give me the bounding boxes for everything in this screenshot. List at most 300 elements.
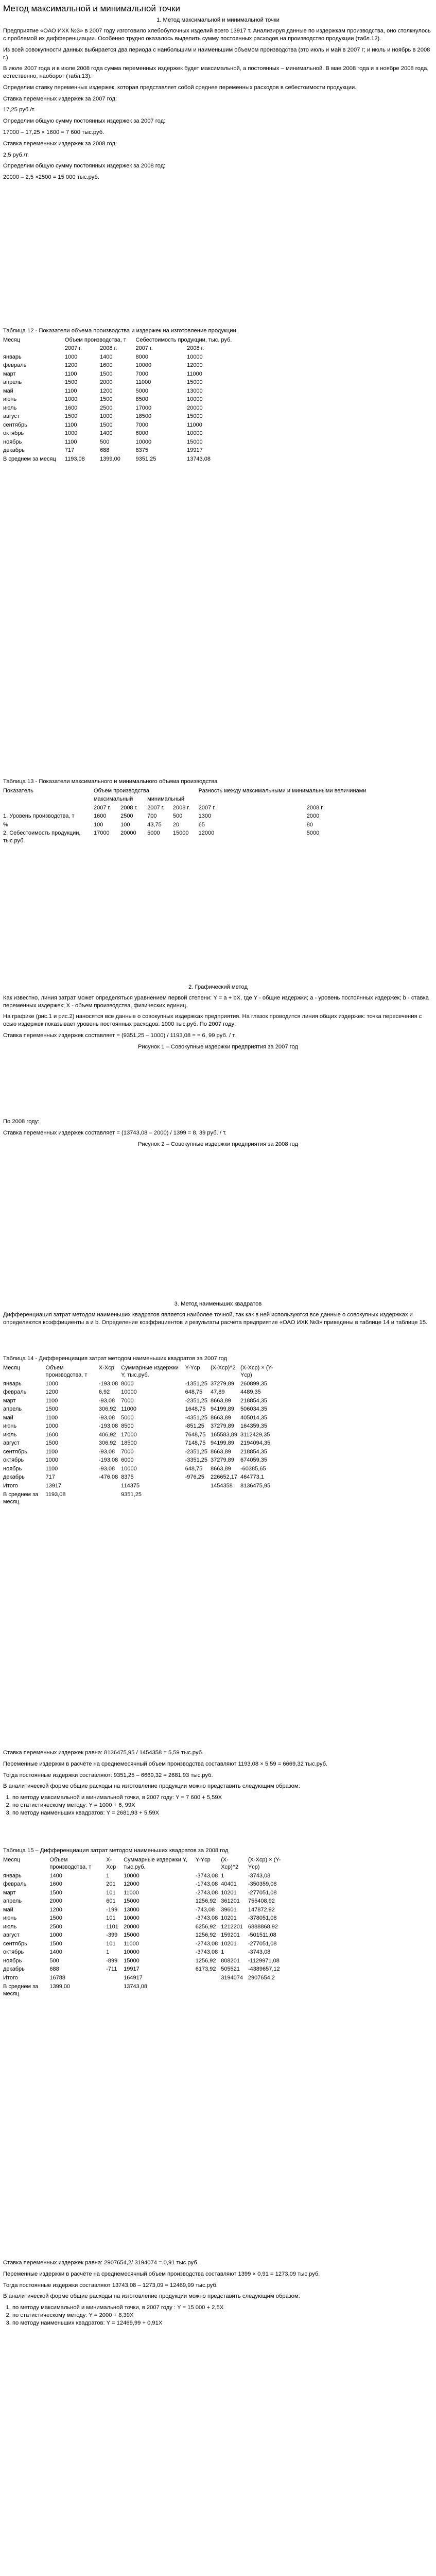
paragraph: Как известно, линия затрат может определяться уравнением первой степени: Y = a + bX, где Y - общие издержки; a - уровень постоянных издержек; b - ставка переменных издержек; X - объем производства, физических единиц. bbox=[3, 994, 429, 1009]
table-cell: 6256,92 bbox=[195, 1923, 216, 1930]
section-2-2008 bbox=[3, 1118, 433, 1150]
table-header-cell: максимальный bbox=[94, 796, 133, 803]
table-cell: 1100 bbox=[64, 387, 77, 394]
table-cell: 1000 bbox=[64, 353, 78, 360]
table-cell: 114375 bbox=[121, 1483, 140, 1489]
table-cell: 1000 bbox=[45, 1380, 59, 1387]
table-cell: 7648,75 bbox=[185, 1431, 206, 1438]
table-header-cell: 2008 г. bbox=[187, 345, 204, 352]
table-cell: 17000 bbox=[94, 830, 110, 837]
table-cell: 1399,00 bbox=[100, 456, 120, 462]
table-header-row bbox=[3, 1856, 291, 1872]
table-cell: 10000 bbox=[135, 362, 152, 369]
table-cell: 165583,89 bbox=[211, 1431, 238, 1438]
table-cell: -3743,08 bbox=[248, 1949, 271, 1956]
table-row bbox=[3, 1974, 291, 1983]
table-cell: 1500 bbox=[100, 370, 113, 377]
table-cell: 101 bbox=[106, 1940, 116, 1947]
table-cell: 1256,92 bbox=[195, 1898, 216, 1905]
table-cell: июнь bbox=[3, 1915, 17, 1922]
table-cell: -350359,08 bbox=[248, 1881, 277, 1888]
table-cell: 8375 bbox=[135, 447, 149, 454]
table-cell: 506034,35 bbox=[240, 1406, 268, 1413]
table-cell: 47,89 bbox=[211, 1389, 225, 1396]
table-cell: 1101 bbox=[106, 1923, 118, 1930]
table-cell: 5000 bbox=[147, 830, 160, 837]
table-cell: -60385,65 bbox=[240, 1465, 266, 1472]
table-cell: 1256,92 bbox=[195, 1957, 216, 1964]
table-header-cell: 2008 г. bbox=[120, 804, 138, 811]
table-cell: 1500 bbox=[49, 1889, 62, 1896]
table-cell bbox=[106, 1983, 124, 1999]
table-header-cell: Y-Yср bbox=[195, 1856, 211, 1863]
table-14-block bbox=[3, 1355, 433, 1507]
section-1-heading: 1. Метод максимальной и минимальной точки bbox=[156, 17, 280, 24]
table-cell: 1400 bbox=[49, 1949, 62, 1956]
table-row bbox=[3, 1422, 281, 1431]
table-12-caption: Таблица 12 - Показатели объема производства и издержек на изготовление продукции bbox=[3, 328, 236, 334]
table-header-cell: (X-Xср)^2 bbox=[221, 1856, 239, 1871]
table-cell: 13743,08 bbox=[187, 456, 211, 462]
table-cell: 405014,35 bbox=[240, 1414, 268, 1421]
table-cell: -501511,08 bbox=[248, 1932, 276, 1939]
table-cell: -4351,25 bbox=[185, 1414, 208, 1421]
table-cell: -193,08 bbox=[98, 1457, 118, 1464]
table-row bbox=[3, 1957, 291, 1966]
formula-line: Ставка переменных издержек составляет = (13743,08 – 2000) / 1399 = 8, 39 руб. / т. bbox=[3, 1129, 227, 1136]
table-row bbox=[3, 1491, 281, 1507]
table-cell: 1 bbox=[106, 1872, 110, 1879]
table-15 bbox=[3, 1856, 291, 1999]
table-cell: апрель bbox=[3, 1898, 22, 1905]
paragraph: Предприятие «ОАО ИХК №3» в 2007 году изготовило хлебобулочных изделий всего 13917 т. Анализируя данные по издержкам производства, оно столкнулось с проблемой их дифференциации. Особенно трудно оказалось выделить сумму постоянных расходов на производство продукции (табл.12). bbox=[3, 28, 431, 42]
table-cell: 164359,35 bbox=[240, 1423, 268, 1430]
table-cell: 6000 bbox=[121, 1457, 134, 1464]
table-cell: 1000 bbox=[45, 1457, 59, 1464]
table-cell: январь bbox=[3, 353, 22, 360]
table-cell bbox=[99, 1482, 121, 1491]
table-14 bbox=[3, 1364, 281, 1507]
table-row bbox=[3, 1397, 281, 1406]
table-cell bbox=[221, 1983, 248, 1999]
table-cell: 500 bbox=[49, 1957, 59, 1964]
section-1 bbox=[3, 0, 433, 185]
table-row bbox=[3, 1906, 291, 1915]
table-cell: 17000 bbox=[135, 404, 152, 411]
table-cell: 1400 bbox=[49, 1872, 62, 1879]
paragraph: Из всей совокупности данных выбирается два периода с наибольшим и наименьшим объемом производства (это июль и май в 2007 г; и июль и ноябрь в 2008 г.) bbox=[3, 46, 430, 61]
table-cell: % bbox=[3, 821, 8, 828]
table-cell: 218854,35 bbox=[240, 1397, 268, 1404]
table-cell: -93,08 bbox=[98, 1397, 115, 1404]
table-cell: февраль bbox=[3, 362, 27, 369]
table-cell: апрель bbox=[3, 1406, 22, 1413]
table-cell: 8375 bbox=[121, 1474, 134, 1481]
table-header-cell: 2007 г. bbox=[64, 345, 82, 352]
table-cell: 1500 bbox=[49, 1915, 62, 1922]
table-cell: 1500 bbox=[100, 421, 113, 428]
paragraph: В аналитической форме общие расходы на изготовление продукции можно представить следующим образом: bbox=[3, 1783, 300, 1790]
table-cell: 5000 bbox=[121, 1414, 134, 1421]
table-13-caption: Таблица 13 - Показатели максимального и минимального объема производства bbox=[3, 778, 218, 785]
table-cell: 1193,08 bbox=[45, 1491, 66, 1498]
table-row bbox=[3, 1923, 291, 1932]
table-row bbox=[3, 1880, 291, 1889]
table-cell: 406,92 bbox=[98, 1431, 116, 1438]
paragraph: Ставка переменных издержек равна: 2907654,2/ 3194074 = 0,91 тыс.руб. bbox=[3, 2260, 199, 2266]
list-item: 2. по статистическому методу: Y = 2000 + 8,39X bbox=[12, 2312, 433, 2319]
table-cell bbox=[196, 1983, 221, 1999]
table-cell: 1454358 bbox=[211, 1483, 233, 1489]
table-cell: 37279,89 bbox=[211, 1423, 234, 1430]
table-header-cell: Объем производства, т bbox=[45, 1364, 88, 1379]
table-cell: -93,08 bbox=[98, 1448, 115, 1455]
table-cell: -976,25 bbox=[185, 1474, 204, 1481]
table-15-block bbox=[3, 1847, 433, 1999]
table-cell: -899 bbox=[106, 1957, 118, 1964]
table-cell: 18500 bbox=[121, 1440, 137, 1447]
table-cell: 10000 bbox=[135, 438, 152, 445]
table-cell: 1100 bbox=[64, 421, 77, 428]
table-cell: 6173,92 bbox=[195, 1966, 216, 1973]
table-row bbox=[3, 829, 415, 845]
table-row bbox=[3, 1465, 281, 1474]
table-cell: 1100 bbox=[45, 1397, 58, 1404]
table-row bbox=[3, 413, 245, 421]
table-cell: 260899,35 bbox=[240, 1380, 268, 1387]
table-cell: -3743,08 bbox=[195, 1949, 218, 1956]
table-cell: август bbox=[3, 413, 20, 420]
table-cell: 1100 bbox=[45, 1465, 58, 1472]
table-cell: 15000 bbox=[172, 830, 189, 837]
table-cell: сентябрь bbox=[3, 1940, 27, 1947]
table-cell: 1 bbox=[106, 1949, 110, 1956]
table-cell: декабрь bbox=[3, 1474, 25, 1481]
table-cell: июль bbox=[3, 1923, 17, 1930]
table-row bbox=[3, 353, 245, 362]
figure-2-caption: Рисунок 2 – Совокупные издержки предприятия за 2008 год bbox=[137, 1141, 299, 1147]
table-cell: 6,92 bbox=[98, 1389, 110, 1396]
table-cell: 39601 bbox=[221, 1906, 237, 1913]
table-cell: октябрь bbox=[3, 430, 24, 437]
table-cell: 2500 bbox=[49, 1923, 62, 1930]
table-cell: 164917 bbox=[124, 1975, 143, 1981]
paragraph: Тогда постоянные издержки составляют 13743,08 – 1273,09 = 12469,99 тыс.руб. bbox=[3, 2282, 218, 2289]
table-cell: 8000 bbox=[121, 1380, 134, 1387]
table-header-cell: Месяц bbox=[3, 1856, 21, 1863]
table-header-cell: Y-Yср bbox=[185, 1364, 200, 1371]
table-cell: 3194074 bbox=[221, 1975, 243, 1981]
table-cell: 1212201 bbox=[221, 1923, 243, 1930]
table-header-cell bbox=[3, 795, 94, 804]
table-cell: 15000 bbox=[187, 438, 203, 445]
table-cell bbox=[196, 1974, 221, 1983]
table-cell: 1000 bbox=[45, 1423, 59, 1430]
table-cell: май bbox=[3, 1906, 13, 1913]
table-cell: сентябрь bbox=[3, 1448, 27, 1455]
table-cell: 147872,92 bbox=[248, 1906, 275, 1913]
paragraph: На графике (рис.1 и рис.2) наносятся все данные о совокупных издержках предприятия. На глазок проводится линия общих издержек: точка пересечения с осью издержек показывает уровень постоянных расходов: 1000 тыс.руб. По 2007 году: bbox=[3, 1013, 422, 1028]
table-header-cell: Объем производства, т bbox=[49, 1856, 92, 1871]
table-row bbox=[3, 1931, 291, 1940]
table-cell: -2351,25 bbox=[185, 1448, 208, 1455]
table-cell: 7000 bbox=[121, 1397, 134, 1404]
table-header-cell: (X-Xср)^2 bbox=[211, 1364, 236, 1371]
table-cell: 688 bbox=[100, 447, 110, 454]
formula-line: 20000 – 2,5 ×2500 = 15 000 тыс.руб. bbox=[3, 174, 99, 181]
table-cell bbox=[211, 1491, 240, 1507]
table-cell: 10201 bbox=[221, 1940, 237, 1947]
formula-line: Ставка переменных издержек составляет = (9351,25 – 1000) / 1193,08 = = 6, 99 руб. / т. bbox=[3, 1032, 236, 1039]
table-header-cell: (X-Xср) × (Y-Yср) bbox=[240, 1364, 273, 1379]
table-cell: 100 bbox=[94, 821, 103, 828]
table-cell: ноябрь bbox=[3, 1465, 22, 1472]
table-header-cell: минимальный bbox=[147, 796, 185, 803]
table-cell: В среднем за месяц bbox=[3, 1491, 39, 1505]
table-12 bbox=[3, 336, 245, 464]
table-cell: 1200 bbox=[64, 362, 78, 369]
table-cell: 11000 bbox=[121, 1406, 136, 1413]
table-cell: февраль bbox=[3, 1881, 27, 1888]
table-cell: 1648,75 bbox=[185, 1406, 206, 1413]
table-header-cell: Разность между максимальными и минимальными величинами bbox=[198, 787, 367, 794]
table-row bbox=[3, 1414, 281, 1423]
table-row bbox=[3, 379, 245, 387]
table-cell: -193,08 bbox=[98, 1380, 118, 1387]
table-cell: 808201 bbox=[221, 1957, 240, 1964]
table-cell: 7000 bbox=[135, 421, 149, 428]
table-header-cell: Себестоимость продукции, тыс. руб. bbox=[135, 336, 232, 343]
table-cell: 80 bbox=[306, 821, 313, 828]
table-header-cell: 2008 г. bbox=[100, 345, 117, 352]
table-cell: 8663,89 bbox=[211, 1414, 231, 1421]
table-cell: 19917 bbox=[124, 1966, 139, 1973]
table-cell: 15000 bbox=[124, 1898, 139, 1905]
table-cell: 20000 bbox=[124, 1923, 139, 1930]
table-header-cell: 2008 г. bbox=[172, 804, 190, 811]
table-row bbox=[3, 1405, 281, 1414]
table-cell: 13000 bbox=[124, 1906, 139, 1913]
table-cell: -3743,08 bbox=[195, 1915, 218, 1922]
table-cell: 2194094,35 bbox=[240, 1440, 271, 1447]
table-row bbox=[3, 1872, 291, 1881]
formula-line: 2,5 руб./т. bbox=[3, 151, 29, 158]
table-cell: 648,75 bbox=[185, 1465, 203, 1472]
table-cell: -3351,25 bbox=[185, 1457, 208, 1464]
table-cell: 1000 bbox=[64, 396, 78, 403]
table-cell: 8500 bbox=[135, 396, 149, 403]
table-cell: 717 bbox=[45, 1474, 55, 1481]
table-cell: -3743,08 bbox=[195, 1872, 218, 1879]
table-row bbox=[3, 1448, 281, 1457]
table-cell: май bbox=[3, 1414, 13, 1421]
table-row bbox=[3, 1965, 291, 1974]
section-3 bbox=[3, 1298, 433, 1330]
table-cell: -711 bbox=[106, 1966, 117, 1973]
table-cell: 159201 bbox=[221, 1932, 240, 1939]
table-cell: 1100 bbox=[64, 370, 77, 377]
table-cell: 11000 bbox=[135, 379, 151, 386]
list-item: 1. по методу максимальной и минимальной точки, в 2007 году: Y = 7 600 + 5,59X bbox=[12, 1794, 433, 1802]
table-cell: 16788 bbox=[49, 1975, 65, 1981]
table-row bbox=[3, 1380, 281, 1389]
table-cell: 306,92 bbox=[98, 1440, 116, 1447]
section-2-heading: 2. Графический метод bbox=[188, 984, 248, 990]
table-cell: 755408,92 bbox=[248, 1898, 275, 1905]
table-cell bbox=[99, 1491, 121, 1507]
table-cell: 19917 bbox=[187, 447, 203, 454]
page-title: Метод максимальной и минимальной точки bbox=[3, 4, 181, 13]
table-cell: декабрь bbox=[3, 447, 25, 454]
table-cell: 500 bbox=[100, 438, 110, 445]
table-cell: 10000 bbox=[121, 1389, 137, 1396]
table-cell: 1400 bbox=[100, 430, 113, 437]
table-cell: 10201 bbox=[221, 1915, 237, 1922]
table-cell: 674059,35 bbox=[240, 1457, 268, 1464]
table-header-cell: 2008 г. bbox=[306, 804, 324, 811]
table-cell: -193,08 bbox=[98, 1423, 118, 1430]
table-row bbox=[3, 1897, 291, 1906]
formula-line: 17,25 руб./т. bbox=[3, 107, 36, 113]
table-13-block bbox=[3, 778, 433, 845]
table-cell: -1743,08 bbox=[195, 1881, 218, 1888]
table-cell: ноябрь bbox=[3, 438, 22, 445]
table-cell: 1600 bbox=[64, 404, 78, 411]
table-header-cell: Суммарные издержки Y, тыс.руб. bbox=[121, 1364, 179, 1379]
paragraph: Определим общую сумму постоянных издержек за 2008 год: bbox=[3, 163, 166, 170]
table-cell: 4489,35 bbox=[240, 1389, 261, 1396]
table-header-row bbox=[3, 804, 415, 813]
table-cell bbox=[248, 1983, 291, 1999]
table-cell: 2000 bbox=[100, 379, 113, 386]
table-cell: 2907654,2 bbox=[248, 1975, 275, 1981]
table-row bbox=[3, 430, 245, 438]
table-cell: -399 bbox=[106, 1932, 118, 1939]
table-14-conclusions bbox=[3, 1749, 433, 1817]
table-cell: 12000 bbox=[124, 1881, 139, 1888]
table-cell: -93,08 bbox=[98, 1465, 115, 1472]
table-cell: декабрь bbox=[3, 1966, 25, 1973]
table-cell: 1500 bbox=[45, 1440, 59, 1447]
table-cell: 20000 bbox=[187, 404, 203, 411]
table-cell: -851,25 bbox=[185, 1423, 204, 1430]
table-cell: март bbox=[3, 1889, 16, 1896]
table-cell: 5000 bbox=[135, 387, 149, 394]
table-cell: 700 bbox=[147, 813, 157, 820]
paragraph: Переменные издержки в расчёте на среднемесячный объем производства составляют 1193,08 × 5,59 = 6669,32 тыс.руб. bbox=[3, 1760, 328, 1767]
table-cell: 10201 bbox=[221, 1889, 237, 1896]
table-cell: 9351,25 bbox=[121, 1491, 142, 1498]
table-cell: 9351,25 bbox=[135, 456, 156, 462]
table-cell bbox=[240, 1491, 281, 1507]
table-row bbox=[3, 1948, 291, 1957]
table-cell: 717 bbox=[64, 447, 75, 454]
table-cell: 1600 bbox=[49, 1881, 62, 1888]
table-header-cell: Показатель bbox=[3, 787, 33, 794]
table-header-cell bbox=[3, 804, 94, 813]
table-row bbox=[3, 404, 245, 413]
table-cell: 40401 bbox=[221, 1881, 237, 1888]
table-cell: 10000 bbox=[187, 430, 203, 437]
table-cell: 601 bbox=[106, 1898, 116, 1905]
table-cell: 8663,89 bbox=[211, 1448, 231, 1455]
table-cell: 1500 bbox=[100, 396, 113, 403]
table-row bbox=[3, 812, 415, 821]
table-cell: 1399,00 bbox=[49, 1983, 71, 1990]
table-cell: 1000 bbox=[64, 430, 78, 437]
table-cell: 13743,08 bbox=[124, 1983, 148, 1990]
table-cell: 2. Себестоимость продукции, тыс.руб. bbox=[3, 830, 81, 844]
table-row bbox=[3, 1388, 281, 1397]
table-row bbox=[3, 1473, 281, 1482]
table-cell: 464773,1 bbox=[240, 1474, 264, 1481]
table-row bbox=[3, 421, 245, 430]
table-cell: 1600 bbox=[94, 813, 107, 820]
table-cell: 10000 bbox=[187, 396, 203, 403]
table-cell bbox=[185, 1482, 211, 1491]
table-cell: 15000 bbox=[124, 1957, 139, 1964]
table-cell: апрель bbox=[3, 379, 22, 386]
table-15-body bbox=[3, 1872, 291, 1999]
table-cell: 226652,17 bbox=[211, 1474, 238, 1481]
table-cell: -277051,08 bbox=[248, 1889, 277, 1896]
table-cell: 2000 bbox=[306, 813, 320, 820]
table-row bbox=[3, 1482, 281, 1491]
table-cell: ноябрь bbox=[3, 1957, 22, 1964]
table-cell: -2351,25 bbox=[185, 1397, 208, 1404]
table-cell: 1400 bbox=[100, 353, 113, 360]
table-cell: -93,08 bbox=[98, 1414, 115, 1421]
table-cell: 2500 bbox=[100, 404, 113, 411]
paragraph: В июле 2007 года и в июле 2008 года сумма переменных издержек будет максимальной, а постоянных – минимальной. В мае 2008 года и в ноябре 2008 года, естественно, наоборот (табл.13). bbox=[3, 65, 429, 80]
table-cell: 1100 bbox=[64, 438, 77, 445]
table-cell: 12000 bbox=[187, 362, 203, 369]
table-cell: -2743,08 bbox=[195, 1940, 218, 1947]
table-cell: май bbox=[3, 387, 13, 394]
table-cell: 15000 bbox=[124, 1932, 139, 1939]
table-cell: 37279,89 bbox=[211, 1380, 234, 1387]
table-row bbox=[3, 455, 245, 464]
table-cell: 361201 bbox=[221, 1898, 240, 1905]
table-cell: 2000 bbox=[49, 1898, 62, 1905]
table-header-cell: Объем производства bbox=[94, 787, 149, 794]
table-header-cell: (X-Xср) × (Y-Yср) bbox=[248, 1856, 281, 1871]
table-cell: 1200 bbox=[100, 387, 113, 394]
table-cell: 20000 bbox=[120, 830, 136, 837]
table-cell: Итого bbox=[3, 1483, 18, 1489]
table-cell: 43,75 bbox=[147, 821, 162, 828]
equation-list-2007 bbox=[12, 1794, 433, 1817]
paragraph: Определим ставку переменных издержек, которая представляет собой среднее переменных расходов в себестоимости продукции. bbox=[3, 84, 357, 91]
table-cell: 6888868,92 bbox=[248, 1923, 278, 1930]
table-row bbox=[3, 1914, 291, 1923]
table-cell: -378051,08 bbox=[248, 1915, 277, 1922]
table-cell: 688 bbox=[49, 1966, 59, 1973]
paragraph: Дифференциация затрат методом наименьших квадратов является наиболее точной, так как в ней используются все данные о совокупных издержках и определяются коэффициенты a и b. Определение коэффициентов и результаты расчета предприятие «ОАО ИХК №3» приведены в таблице 14 и таблице 15. bbox=[3, 1311, 428, 1326]
table-cell: 2500 bbox=[120, 813, 133, 820]
table-header-cell: Объем производства, т bbox=[64, 336, 126, 343]
table-cell: 12000 bbox=[198, 830, 215, 837]
table-cell: 1500 bbox=[45, 1406, 59, 1413]
table-cell: 1600 bbox=[45, 1431, 59, 1438]
table-cell: январь bbox=[3, 1380, 22, 1387]
table-cell bbox=[106, 1974, 124, 1983]
table-cell: 101 bbox=[106, 1915, 116, 1922]
table-cell: -1129971,08 bbox=[248, 1957, 280, 1964]
table-13-body bbox=[3, 812, 415, 845]
paragraph: Переменные издержки в расчёте на среднемесячный объем производства составляют 1399 × 0,91 = 1273,09 тыс.руб. bbox=[3, 2270, 320, 2277]
table-cell: 1500 bbox=[49, 1940, 62, 1947]
